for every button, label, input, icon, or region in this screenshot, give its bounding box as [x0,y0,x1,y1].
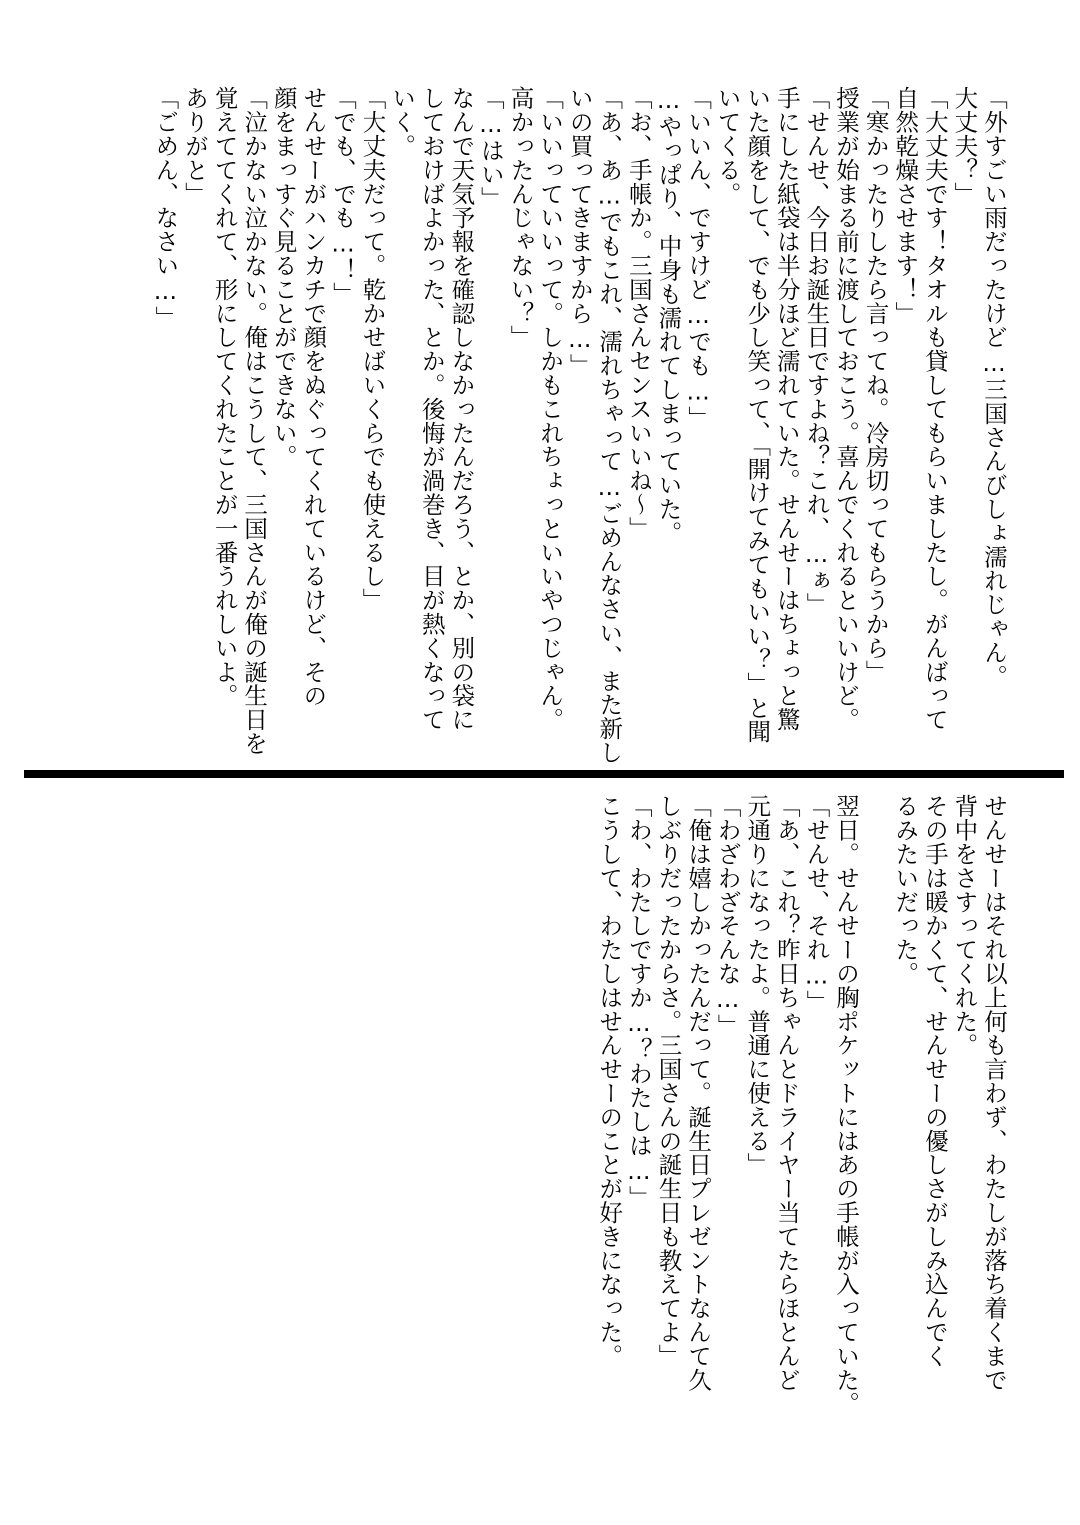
text-line: 「外すごい雨だったけど…三国さんびしょ濡れじゃん。 [980,86,1008,688]
text-line: 翌日。せんせーの胸ポケットにはあの手帳が入っていた。 [832,794,861,1416]
text-line: 授業が始まる前に渡しておこう。喜んでくれるといいけど。 [832,86,861,732]
text-line: 「寒かったりしたら言ってね。冷房切ってもらうから」 [861,86,890,684]
text-line: 自然乾燥させます！」 [891,86,920,325]
text-line: せんせーがハンカチで顔をぬぐってくれているけど、その [299,86,328,708]
text-line: 「…はい」 [476,86,505,210]
text-line: 「俺は嬉しかったんだって。誕生日プレゼントなんて久 [684,794,713,1392]
text-line: 背中をさすってくれた。 [950,794,979,1057]
text-line: 顔をまっすぐ見ることができない。 [269,86,298,469]
text-line: 「わ、わたしですか…？わたしは…」 [624,794,653,1210]
text-line: いの買ってきますから…」 [565,86,594,378]
text-line: 「ごめん、なさい…」 [151,86,180,330]
text-line: 高かったんじゃない？」 [506,86,535,349]
text-line: 大丈夫？」 [950,86,979,206]
text-line: 「いいっていいって。しかもこれちょっといいやつじゃん。 [536,86,565,732]
text-line: 覚えててくれて、形にしてくれたことが一番うれしいよ。 [210,86,239,708]
top-text-block [150,86,1008,765]
text-line: 「あ、あ…でもこれ、濡れちゃって…ごめんなさい、また新し [595,86,624,765]
text-line: 「せんせ、今日お誕生日ですよね？これ、…ぁ」 [802,86,831,617]
text-line: ありがと」 [180,86,209,206]
text-line: こうして、わたしはせんせーのことが好きになった。 [595,794,624,1368]
text-line: 「大丈夫だって。乾かせばいくらでも使えるし」 [358,86,387,612]
text-line: 「お、手帳か。三国さんセンスいいね～」 [624,86,653,541]
text-line: るみたいだった。 [891,794,920,986]
text-line: 「泣かない泣かない。俺はこうして、三国さんが俺の誕生日を [240,86,269,756]
text-line: 「いいん、ですけど…でも…」 [684,86,713,430]
text-line: しぶりだったからさ。三国さんの誕生日も教えてよ」 [654,794,683,1368]
text-line: せんせーはそれ以上何も言わず、わたしが落ち着くまで [980,794,1008,1392]
text-line: 「わざわざそんな…」 [713,794,742,1038]
text-line: 「でも、でも…！」 [328,86,357,306]
text-line: いてくる。 [713,86,742,206]
text-line: いく。 [388,86,417,158]
section-divider [24,770,1064,778]
text-line: 元通りになったよ。普通に使える」 [743,794,772,1177]
text-line: 手にした紙袋は半分ほど濡れていた。せんせーはちょっと驚 [772,86,801,732]
text-line: いた顔をして、でも少し笑って、「開けてみてもいい？」と聞 [743,86,772,744]
text-line: その手は暖かくて、せんせーの優しさがしみ込んでく [920,794,949,1368]
text-line [860,794,890,1434]
text-line: なんで天気予報を確認しなかったんだろう、とか、別の袋に [447,86,476,732]
text-line: しておけばよかった、とか。後悔が渦巻き、目が熱くなって [417,86,446,732]
text-line: …やっぱり、中身も濡れてしまっていた。 [654,86,683,545]
text-line: 「あ、これ？昨日ちゃんとドライヤー当てたらほとんど [772,794,801,1392]
text-line: 「大丈夫です！タオルも貸してもらいましたし。がんばって [920,86,949,732]
bottom-text-block [594,794,1008,1434]
text-line: 「せんせ、それ…」 [802,794,831,1014]
